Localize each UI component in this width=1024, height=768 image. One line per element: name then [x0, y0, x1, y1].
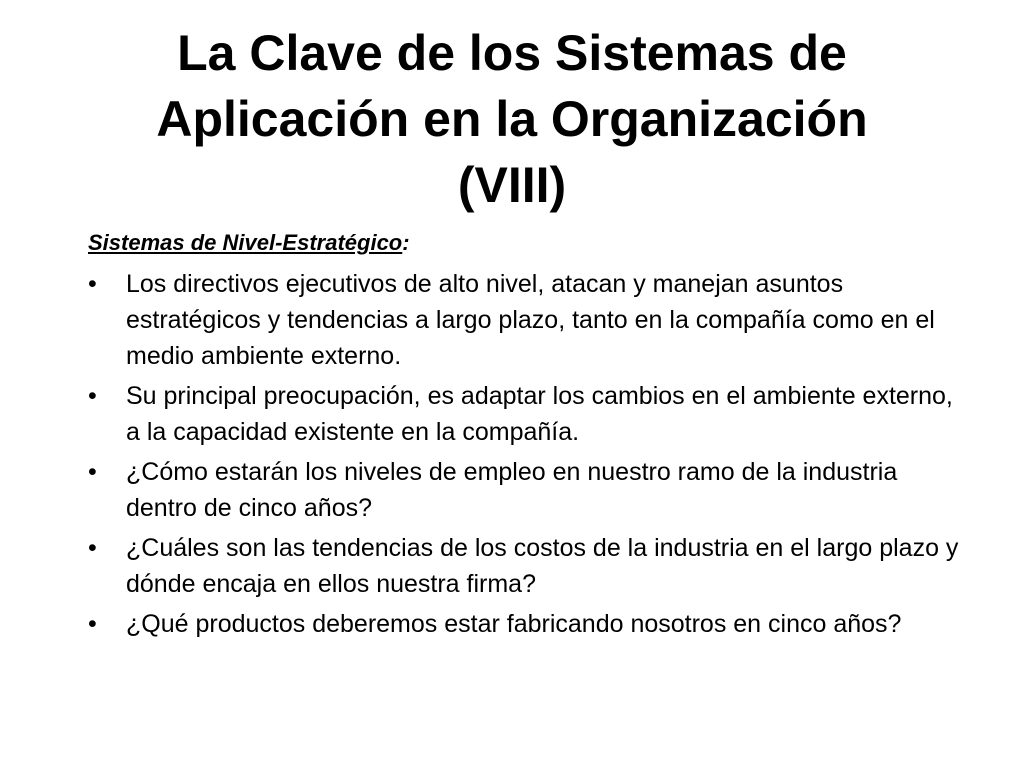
title-line-2: Aplicación en la Organización — [156, 91, 868, 147]
list-item — [88, 530, 968, 602]
bullet-icon: • — [88, 270, 97, 298]
subheading-text: Sistemas de Nivel-Estratégico — [88, 230, 403, 255]
bullet-text: Los directivos ejecutivos de alto nivel, atacan y manejan asuntos estratégicos y tendencias a largo plazo, tanto en la compañía como en el medio ambiente externo. — [126, 270, 935, 370]
list-item — [88, 454, 968, 526]
subheading-colon: : — [402, 230, 410, 255]
bullet-icon: • — [88, 382, 97, 410]
bullet-text: Su principal preocupación, es adaptar los cambios en el ambiente externo, a la capacidad existente en la compañía. — [126, 382, 953, 446]
list-item — [88, 606, 968, 642]
bullet-list — [88, 266, 968, 642]
bullet-text: ¿Qué productos deberemos estar fabricando nosotros en cinco años? — [126, 610, 902, 638]
bullet-text: ¿Cuáles son las tendencias de los costos de la industria en el largo plazo y dónde encaja en ellos nuestra firma? — [126, 534, 959, 598]
list-item — [88, 266, 968, 374]
title-line-3: (VIII) — [457, 157, 567, 213]
list-item — [88, 378, 968, 450]
bullet-icon: • — [88, 534, 97, 562]
title-line-1: La Clave de los Sistemas de — [177, 25, 847, 81]
section-subheading — [88, 228, 968, 258]
slide-title — [40, 20, 984, 218]
bullet-icon: • — [88, 458, 97, 486]
bullet-icon: • — [88, 610, 97, 638]
slide-body — [88, 228, 968, 646]
bullet-text: ¿Cómo estarán los niveles de empleo en nuestro ramo de la industria dentro de cinco años? — [126, 458, 898, 522]
